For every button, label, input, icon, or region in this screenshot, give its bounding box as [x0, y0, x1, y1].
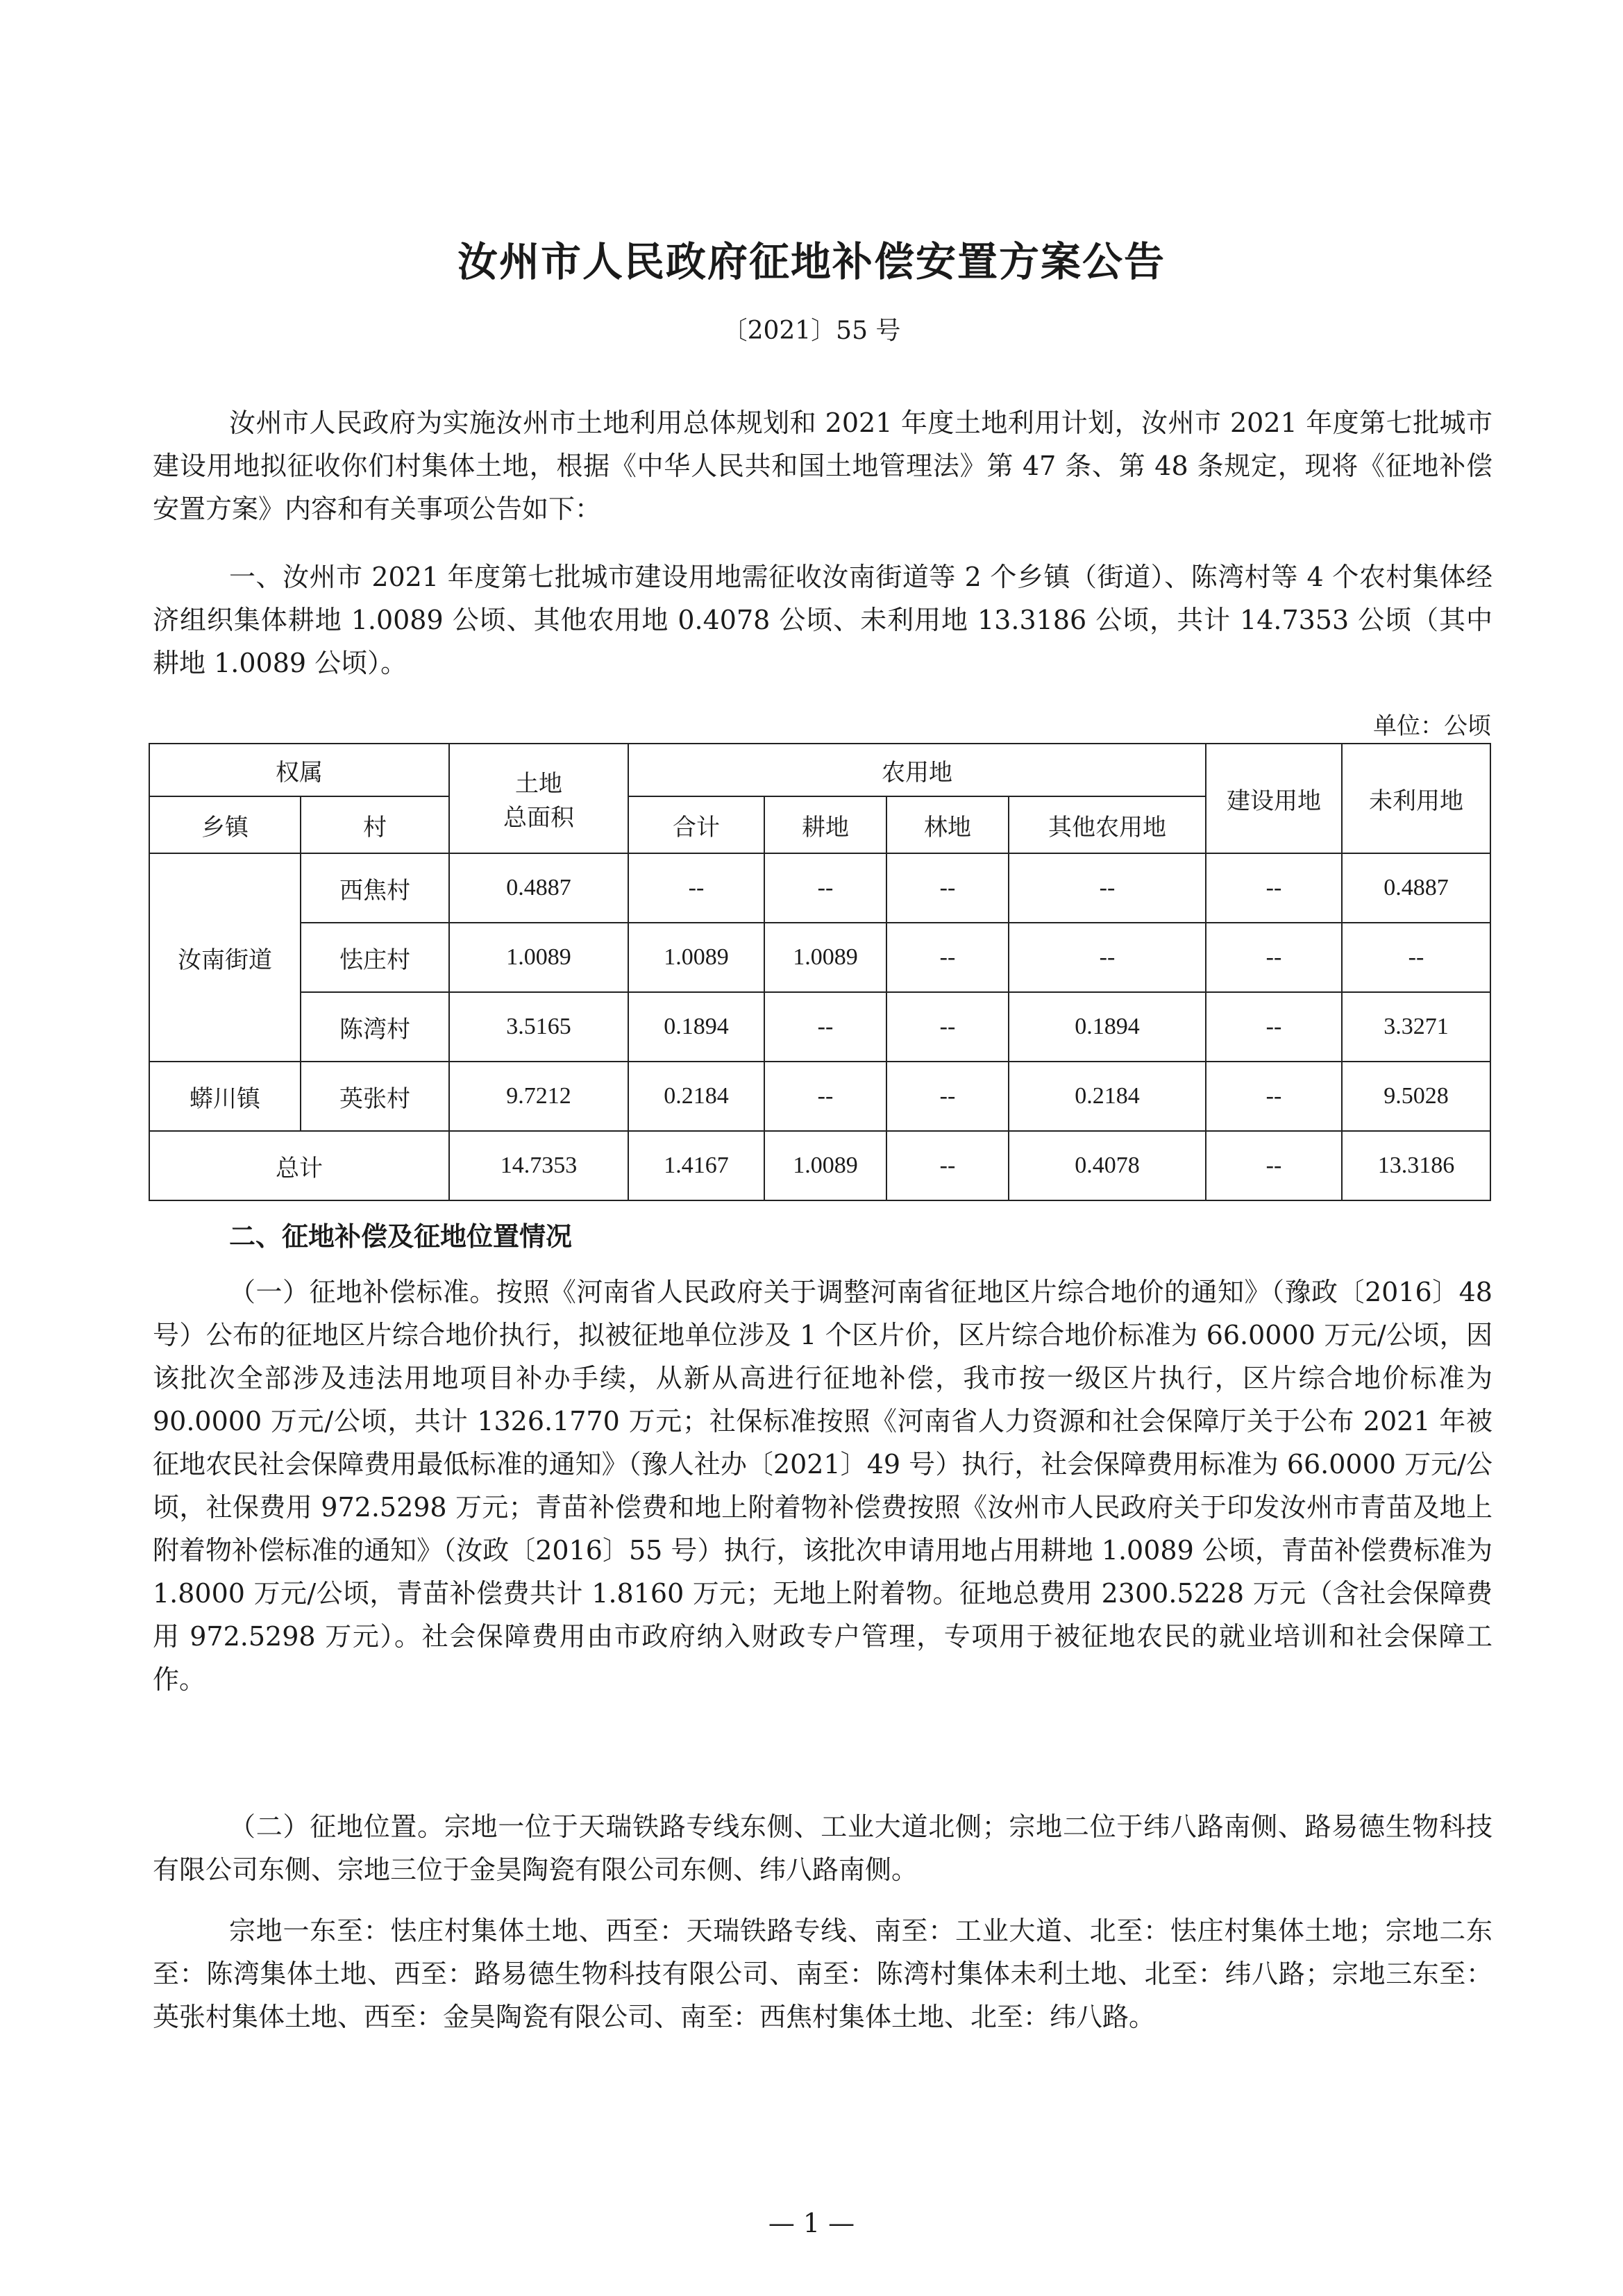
cultivated-cell: 1.0089 — [764, 1131, 886, 1200]
construction-cell: -- — [1206, 992, 1342, 1062]
unused-cell: 9.5028 — [1342, 1062, 1490, 1131]
township-cell: 蟒川镇 — [149, 1062, 301, 1131]
construction-cell: -- — [1206, 853, 1342, 923]
total-cell: 1.0089 — [449, 923, 628, 992]
subtotal-cell: -- — [628, 853, 764, 923]
unused-cell: -- — [1342, 923, 1490, 992]
document-title: 汝州市人民政府征地补偿安置方案公告 — [457, 238, 1166, 285]
header-other-agri: 其他农用地 — [1009, 796, 1206, 853]
cultivated-cell: 1.0089 — [764, 923, 886, 992]
forest-cell: -- — [886, 923, 1009, 992]
unused-cell: 3.3271 — [1342, 992, 1490, 1062]
section-1-paragraph: 一、汝州市 2021 年度第七批城市建设用地需征收汝南街道等 2 个乡镇（街道）、陈湾村等 4 个农村集体经济组织集体耕地 1.0089 公顷、其他农用地 0.4078 公顷、未利用地 13.3186 公顷，共计 14.7353 公顷（其中耕地 1.0089 公顷）。 — [153, 562, 1492, 678]
village-cell: 陈湾村 — [301, 992, 449, 1062]
forest-cell: -- — [886, 1131, 1009, 1200]
subtotal-cell: 0.1894 — [628, 992, 764, 1062]
other-agri-cell: 0.4078 — [1009, 1131, 1206, 1200]
forest-cell: -- — [886, 1062, 1009, 1131]
table-row — [149, 1062, 1490, 1131]
forest-cell: -- — [886, 853, 1009, 923]
cultivated-cell: -- — [764, 1062, 886, 1131]
section-2-3-paragraph: 宗地一东至：怯庄村集体土地、西至：天瑞铁路专线、南至：工业大道、北至：怯庄村集体土地；宗地二东至：陈湾集体土地、西至：路易德生物科技有限公司、南至：陈湾村集体未利土地、北至：纬八路；宗地三东至：英张村集体土地、西至：金昊陶瓷有限公司、南至：西焦村集体土地、北至：纬八路。 — [153, 1916, 1492, 2032]
construction-cell: -- — [1206, 1131, 1342, 1200]
unused-cell: 0.4887 — [1342, 853, 1490, 923]
other-agri-cell: -- — [1009, 923, 1206, 992]
total-cell: 9.7212 — [449, 1062, 628, 1131]
total-cell: 3.5165 — [449, 992, 628, 1062]
construction-cell: -- — [1206, 923, 1342, 992]
land-table — [149, 743, 1491, 1201]
construction-cell: -- — [1206, 1062, 1342, 1131]
header-forest: 林地 — [886, 796, 1009, 853]
forest-cell: -- — [886, 992, 1009, 1062]
header-subtotal: 合计 — [628, 796, 764, 853]
intro-paragraph: 汝州市人民政府为实施汝州市土地利用总体规划和 2021 年度土地利用计划，汝州市 2021 年度第七批城市建设用地拟征收你们村集体土地，根据《中华人民共和国土地管理法》第 47 条、第 48 条规定，现将《征地补偿安置方案》内容和有关事项公告如下： — [153, 408, 1492, 524]
section-2-1-paragraph: （一）征地补偿标准。按照《河南省人民政府关于调整河南省征地区片综合地价的通知》（豫政〔2016〕48 号）公布的征地区片综合地价执行，拟被征地单位涉及 1 个区片价，区片综合地价标准为 66.0000 万元/公顷，因该批次全部涉及违法用地项目补办手续，从新从高进行征地补偿，我市按一级区片执行，区片综合地价标准为 90.0000 万元/公顷，共计 1326.1770 万元；社保标准按照《河南省人力资源和社会保障厅关于公布 2021 年被征地农民社会保障费用最低标准的通知》（豫人社办〔2021〕49 号）执行，社会保障费用标准为 66.0000 万元/公顷，社保费用 972.5298 万元；青苗补偿费和地上附着物补偿费按照《汝州市人民政府关于印发汝州市青苗及地上附着物补偿标准的通知》（汝政〔2016〕55 号）执行，该批次申请用地占用耕地 1.0089 公顷，青苗补偿费标准为 1.8000 万元/公顷，青苗补偿费共计 1.8160 万元；无地上附着物。征地总费用 2300.5228 万元（含社会保障费用 972.5298 万元）。社会保障费用由市政府纳入财政专户管理，专项用于被征地农民的就业培训和社会保障工作。 — [153, 1277, 1492, 1695]
header-village: 村 — [301, 796, 449, 853]
header-land-line1: 土地 — [515, 770, 562, 798]
header-township: 乡镇 — [149, 796, 301, 853]
village-cell: 怯庄村 — [301, 923, 449, 992]
subtotal-cell: 1.4167 — [628, 1131, 764, 1200]
header-cultivated: 耕地 — [764, 796, 886, 853]
header-agri: 农用地 — [628, 744, 1206, 796]
other-agri-cell: 0.1894 — [1009, 992, 1206, 1062]
header-land-line2: 总面积 — [503, 804, 574, 832]
page-number: — 1 — — [768, 2208, 855, 2238]
total-cell: 0.4887 — [449, 853, 628, 923]
township-cell: 汝南街道 — [149, 853, 301, 1062]
unused-cell: 13.3186 — [1342, 1131, 1490, 1200]
header-unused: 未利用地 — [1342, 744, 1490, 853]
cultivated-cell: -- — [764, 992, 886, 1062]
village-cell: 英张村 — [301, 1062, 449, 1131]
section-2-heading: 二、征地补偿及征地位置情况 — [229, 1221, 573, 1252]
table-row — [149, 923, 1490, 992]
total-row — [149, 1131, 1490, 1200]
subtotal-cell: 1.0089 — [628, 923, 764, 992]
header-ownership: 权属 — [149, 744, 449, 796]
header-land-total — [449, 744, 628, 853]
other-agri-cell: -- — [1009, 853, 1206, 923]
table-row — [149, 853, 1490, 923]
other-agri-cell: 0.2184 — [1009, 1062, 1206, 1131]
subtotal-cell: 0.2184 — [628, 1062, 764, 1131]
cultivated-cell: -- — [764, 853, 886, 923]
unit-label: 单位：公顷 — [1373, 712, 1491, 740]
village-cell: 西焦村 — [301, 853, 449, 923]
total-label-cell: 总计 — [149, 1131, 449, 1200]
document-number: 〔2021〕55 号 — [722, 317, 901, 345]
header-construction: 建设用地 — [1206, 744, 1342, 853]
section-2-2-paragraph: （二）征地位置。宗地一位于天瑞铁路专线东侧、工业大道北侧；宗地二位于纬八路南侧、路易德生物科技有限公司东侧、宗地三位于金昊陶瓷有限公司东侧、纬八路南侧。 — [153, 1811, 1492, 1885]
total-cell: 14.7353 — [449, 1131, 628, 1200]
table-row — [149, 992, 1490, 1062]
